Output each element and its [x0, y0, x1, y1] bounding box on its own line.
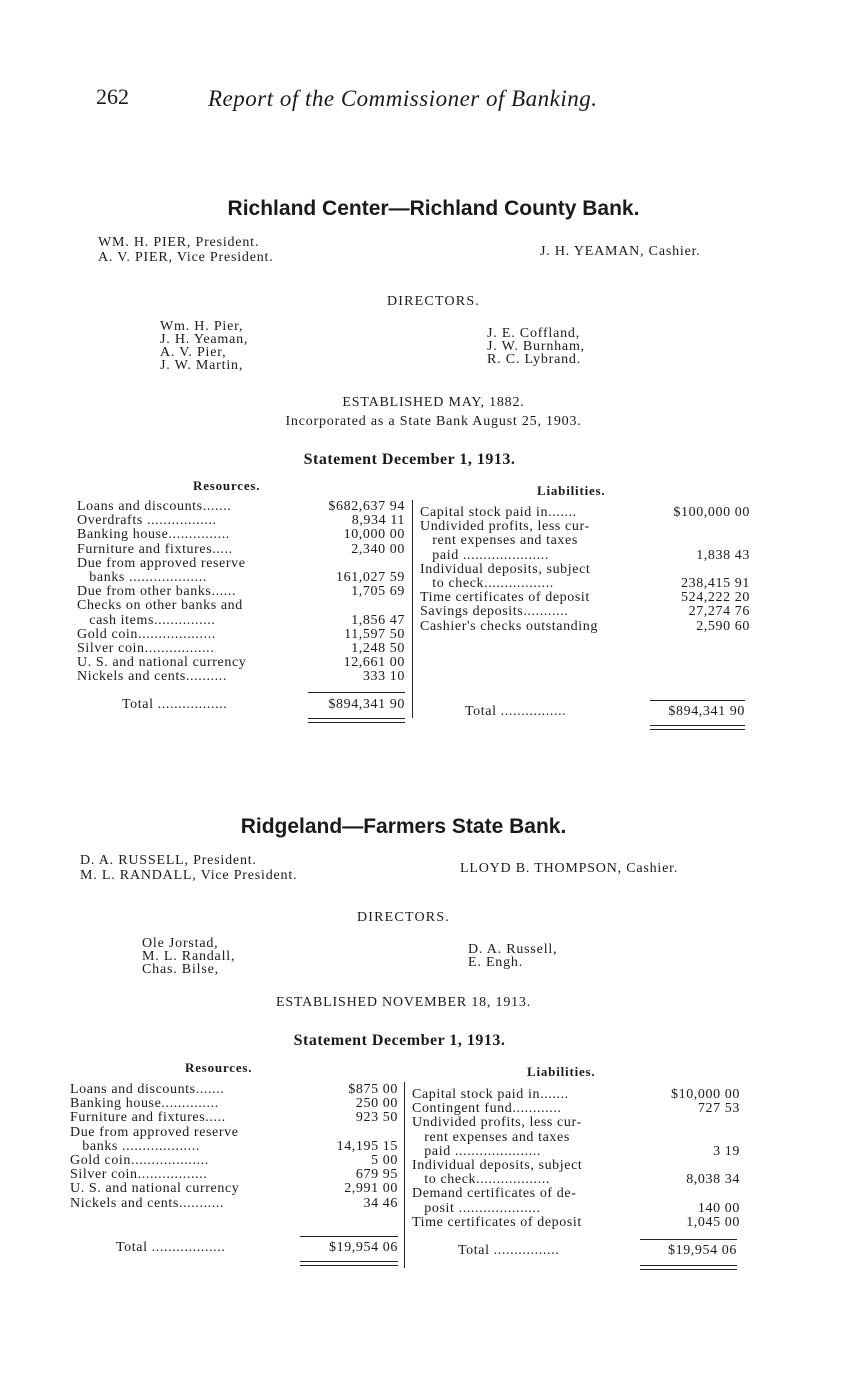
subtotal-rule — [300, 1236, 398, 1237]
total-double-rule — [300, 1261, 398, 1266]
total-amount: $19,954 06 — [668, 1243, 737, 1258]
column-divider — [404, 1082, 405, 1268]
directors-heading: DIRECTORS. — [386, 294, 481, 309]
liability-row — [420, 591, 750, 605]
liability-amount: 1,838 43 — [696, 547, 750, 563]
director-name: J. W. Martin, — [160, 358, 244, 373]
directors-right — [487, 327, 585, 366]
liability-row — [412, 1159, 740, 1173]
bank-title: Ridgeland—Farmers State Bank. — [240, 815, 567, 838]
officer-president: D. A. RUSSELL, President. — [80, 853, 257, 868]
resource-label: banks ................... — [77, 571, 207, 586]
resources-heading: Resources. — [185, 1060, 253, 1075]
liability-row — [412, 1173, 740, 1187]
resource-row — [77, 571, 405, 585]
resource-row — [77, 585, 405, 599]
resource-amount: 8,934 11 — [351, 513, 405, 529]
director-name: D. A. Russell, — [468, 942, 558, 957]
resource-row — [77, 670, 405, 684]
resource-label: Banking house.............. — [70, 1097, 219, 1112]
liability-label: to check.................. — [412, 1173, 550, 1188]
liability-label: Contingent fund............ — [412, 1102, 562, 1117]
resource-label: Due from approved reserve — [77, 556, 246, 571]
total-double-rule — [640, 1265, 737, 1270]
resources-total-row — [116, 1241, 398, 1255]
resource-row — [70, 1154, 398, 1168]
resources-heading: Resources. — [193, 478, 261, 493]
resource-amount: 11,597 50 — [344, 626, 405, 642]
directors-right — [468, 943, 557, 969]
resource-row — [77, 642, 405, 656]
liability-label: Cashier's checks outstanding — [420, 619, 598, 634]
resource-label: Due from approved reserve — [70, 1125, 239, 1140]
resource-label: U. S. and national currency — [70, 1182, 240, 1197]
resource-label: banks ................... — [70, 1139, 200, 1154]
liability-label: paid ..................... — [420, 548, 550, 563]
resource-row — [77, 599, 405, 613]
liabilities-total-row — [465, 705, 745, 719]
liability-label: Time certificates of deposit — [412, 1215, 582, 1230]
resource-row — [70, 1197, 398, 1211]
liability-label: posit .................... — [412, 1201, 541, 1216]
liability-row — [420, 577, 750, 591]
director-name: J. W. Burnham, — [487, 339, 585, 354]
liabilities-heading: Liabilities. — [527, 1064, 596, 1079]
liability-row — [420, 549, 750, 563]
directors-left — [142, 937, 235, 976]
liabilities-heading: Liabilities. — [537, 483, 606, 498]
resource-row — [70, 1083, 398, 1097]
liability-label: Individual deposits, subject — [420, 562, 591, 577]
total-label: Total ................. — [122, 698, 228, 712]
total-amount: $894,341 90 — [328, 697, 405, 712]
liability-amount: 1,045 00 — [686, 1214, 740, 1230]
liability-label: Individual deposits, subject — [412, 1159, 583, 1174]
resource-amount: 250 00 — [355, 1096, 398, 1112]
liability-row — [412, 1116, 740, 1130]
director-name: E. Engh. — [468, 955, 524, 970]
resources-total-row — [122, 698, 405, 712]
resource-amount: 923 50 — [355, 1110, 398, 1126]
liability-row — [412, 1187, 740, 1201]
liability-amount: $10,000 00 — [671, 1087, 740, 1102]
liability-row — [412, 1131, 740, 1145]
resource-row — [70, 1111, 398, 1125]
liability-amount: 2,590 60 — [696, 618, 750, 634]
liabilities-list — [412, 1088, 740, 1230]
resource-row — [77, 656, 405, 670]
resource-amount: $875 00 — [348, 1082, 398, 1097]
resource-amount: 679 95 — [355, 1167, 398, 1183]
resource-row — [77, 528, 405, 542]
resource-amount: 1,856 47 — [351, 612, 405, 628]
liability-label: Time certificates of deposit — [420, 591, 590, 606]
liability-label: Capital stock paid in....... — [412, 1088, 569, 1102]
resource-amount: 2,991 00 — [344, 1181, 398, 1197]
page-number: 262 — [96, 84, 129, 109]
liability-row — [412, 1202, 740, 1216]
statement-heading: Statement December 1, 1913. — [293, 1032, 506, 1049]
resource-row — [70, 1182, 398, 1196]
director-name: R. C. Lybrand. — [487, 352, 582, 367]
director-name: J. E. Coffland, — [487, 326, 581, 341]
resource-label: Due from other banks...... — [77, 585, 237, 600]
subtotal-rule — [308, 692, 405, 693]
resource-amount: 12,661 00 — [343, 655, 405, 671]
liability-amount: 140 00 — [697, 1200, 740, 1216]
resource-label: Furniture and fixtures..... — [77, 542, 233, 557]
liability-row — [420, 605, 750, 619]
liability-row — [420, 520, 750, 534]
liability-row — [420, 563, 750, 577]
resource-amount: 5 00 — [371, 1153, 398, 1169]
resource-label: Nickels and cents.......... — [77, 670, 227, 685]
liability-amount: 8,038 34 — [686, 1172, 740, 1188]
director-name: Ole Jorstad, — [142, 936, 219, 951]
officer-vice-president: A. V. PIER, Vice President. — [98, 250, 274, 265]
subtotal-rule — [640, 1239, 737, 1240]
total-label: Total ................ — [465, 705, 567, 719]
total-double-rule — [650, 725, 745, 730]
resource-row — [70, 1168, 398, 1182]
liability-row — [412, 1102, 740, 1116]
column-divider — [412, 500, 413, 718]
liability-label: rent expenses and taxes — [420, 534, 578, 549]
resource-label: Silver coin................. — [70, 1168, 208, 1183]
liability-row — [412, 1216, 740, 1230]
liabilities-list — [420, 506, 750, 634]
resource-row — [70, 1126, 398, 1140]
liability-label: paid ..................... — [412, 1144, 542, 1159]
resources-list — [70, 1083, 398, 1211]
resource-amount: 1,248 50 — [351, 641, 405, 657]
resource-label: Overdrafts ................. — [77, 514, 217, 529]
directors-heading: DIRECTORS. — [356, 910, 451, 925]
liability-row — [412, 1088, 740, 1102]
liability-label: to check................. — [420, 577, 554, 592]
total-double-rule — [308, 718, 405, 723]
resource-label: Loans and discounts....... — [70, 1083, 225, 1097]
director-name: Wm. H. Pier, — [160, 319, 244, 334]
officer-cashier: J. H. YEAMAN, Cashier. — [540, 244, 701, 259]
resource-label: U. S. and national currency — [77, 656, 247, 671]
liability-row — [420, 506, 750, 520]
officer-cashier: LLOYD B. THOMPSON, Cashier. — [460, 861, 679, 876]
liability-label: Capital stock paid in....... — [420, 506, 577, 520]
liability-amount: 524,222 20 — [681, 590, 750, 606]
liability-label: Undivided profits, less cur- — [420, 520, 590, 535]
resource-label: Gold coin................... — [77, 627, 216, 642]
liability-label: Savings deposits........... — [420, 605, 569, 620]
resource-amount: 333 10 — [362, 669, 405, 685]
liability-amount: 238,415 91 — [681, 576, 750, 592]
established-line: ESTABLISHED NOVEMBER 18, 1913. — [275, 995, 532, 1010]
resource-amount: 2,340 00 — [351, 541, 405, 557]
resource-row — [77, 543, 405, 557]
resource-row — [70, 1140, 398, 1154]
liability-row — [412, 1145, 740, 1159]
director-name: M. L. Randall, — [142, 949, 236, 964]
resource-row — [70, 1097, 398, 1111]
resource-amount: 10,000 00 — [343, 527, 405, 543]
officer-president: WM. H. PIER, President. — [98, 235, 260, 250]
resource-row — [77, 628, 405, 642]
resource-amount: 161,027 59 — [336, 570, 405, 586]
bank-title: Richland Center—Richland County Bank. — [227, 197, 640, 220]
liabilities-total-row — [458, 1244, 737, 1258]
resource-amount: 14,195 15 — [336, 1138, 398, 1154]
liability-label: Undivided profits, less cur- — [412, 1116, 582, 1131]
total-amount: $19,954 06 — [329, 1240, 398, 1255]
director-name: Chas. Bilse, — [142, 962, 219, 977]
resource-label: Nickels and cents........... — [70, 1196, 225, 1211]
resource-label: cash items............... — [77, 613, 216, 628]
total-label: Total .................. — [116, 1241, 226, 1255]
subtotal-rule — [650, 700, 745, 701]
liability-amount: 727 53 — [697, 1101, 740, 1117]
resource-amount: $682,637 94 — [328, 499, 405, 514]
resource-label: Furniture and fixtures..... — [70, 1111, 226, 1126]
resource-row — [77, 557, 405, 571]
liability-row — [420, 620, 750, 634]
director-name: A. V. Pier, — [160, 345, 227, 360]
liability-row — [420, 534, 750, 548]
resource-row — [77, 614, 405, 628]
resource-label: Gold coin................... — [70, 1154, 209, 1169]
incorporated-line: Incorporated as a State Bank August 25, 1903. — [285, 414, 582, 429]
total-label: Total ................ — [458, 1244, 560, 1258]
statement-heading: Statement December 1, 1913. — [303, 451, 516, 468]
officer-vice-president: M. L. RANDALL, Vice President. — [80, 868, 298, 883]
directors-left — [160, 320, 248, 372]
resource-amount: 1,705 69 — [351, 584, 405, 600]
liability-amount: 27,274 76 — [688, 604, 750, 620]
resource-label: Checks on other banks and — [77, 599, 243, 614]
resources-list — [77, 500, 405, 685]
resource-label: Silver coin................. — [77, 642, 215, 657]
resource-row — [77, 500, 405, 514]
resource-label: Banking house............... — [77, 528, 230, 543]
established-line: ESTABLISHED MAY, 1882. — [342, 395, 525, 410]
total-amount: $894,341 90 — [668, 704, 745, 719]
running-head: Report of the Commissioner of Banking. — [208, 86, 598, 111]
director-name: J. H. Yeaman, — [160, 332, 249, 347]
liability-amount: $100,000 00 — [673, 505, 750, 520]
liability-amount: 3 19 — [713, 1143, 740, 1159]
resource-label: Loans and discounts....... — [77, 500, 232, 514]
liability-label: rent expenses and taxes — [412, 1130, 570, 1145]
liability-label: Demand certificates of de- — [412, 1187, 577, 1202]
resource-amount: 34 46 — [363, 1195, 398, 1211]
resource-row — [77, 514, 405, 528]
